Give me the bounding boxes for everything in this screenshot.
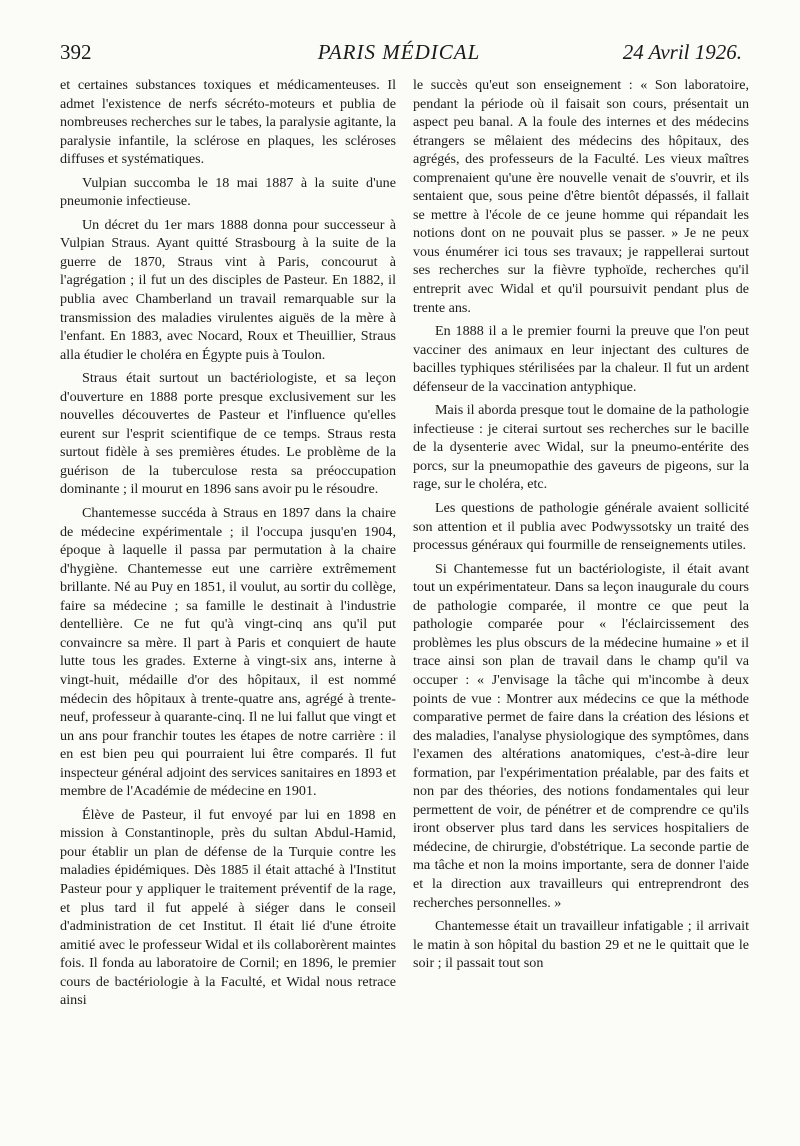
left-column bbox=[60, 76, 396, 1015]
paragraph: En 1888 il a le premier fourni la preuve que l'on peut vacciner des animaux en leur injectant des cultures de bacilles typhiques stérilisées par la chaleur. Il fut un ardent défenseur de la vaccination antyphique. bbox=[413, 323, 749, 395]
paragraph: Si Chantemesse fut un bactériologiste, il était avant tout un expérimentateur. Dans sa leçon inaugurale du cours de pathologie comparée, il montre ce que peut la pathologie comparée pour « l'éclaircissement des problèmes les plus obscurs de la médecine humaine » et il trace ainsi son plan de travail dans le champ qu'il va occuper : « J'envisage la tâche qui m'incombe à deux points de vue : Montrer aux médecins ce que la méthode comparative permet de faire dans la création des lésions et des maladies, l'analyse physiologique des symptômes, dans l'examen des altérations anatomiques, c'est-à-dire leur formation, par l'expérimentation préalable, par des faits et non par des théories, des notions fondamentales qui leur permettent de voir, de pénétrer et de comprendre ce qu'ils iront observer plus tard dans les services hospitaliers de médecine, de chirurgie, d'obstétrique. La seconde partie de ma tâche et non la moins importante, sera de donner l'aide et la direction aux travailleurs qui entreprendront des recherches personnelles. » bbox=[413, 560, 749, 911]
running-header bbox=[56, 40, 742, 70]
right-column bbox=[413, 76, 749, 978]
paragraph: le succès qu'eut son enseignement : « Son laboratoire, pendant la période où il faisait son cours, présentait un aspect peu banal. A la foule des internes et des médecins étrangers se mêlaient des médecins des hôpitaux, des agrégés, des professeurs de la Faculté. Les vieux maîtres comprenaient qu'une ère nouvelle venait de s'ouvrir, et ils sentaient que, sous peine d'être bientôt dépassés, il fallait se mettre à l'école de ce jeune homme qui répandait les notions dont on ne pouvait plus se passer. » Je ne peux vous énumérer ici tous ses travaux; je rappellerai surtout ses recherches sur la fièvre typhoïde, recherches qu'il entreprit avec Widal et qu'il poursuivit pendant plus de trente ans. bbox=[413, 77, 749, 316]
paragraph: Les questions de pathologie générale avaient sollicité son attention et il publia avec Podwyssotsky un traité des processus généraux qui fourmille de renseignements utiles. bbox=[413, 500, 749, 554]
paragraph: Un décret du 1er mars 1888 donna pour successeur à Vulpian Straus. Ayant quitté Strasbourg à la suite de la guerre de 1870, Straus vint à Paris, concourut à l'agrégation ; il fut un des disciples de Pasteur. En 1882, il publia avec Chamberland un travail remarquable sur la transmission des maladies virulentes aiguës de la mère à l'enfant. En 1883, avec Nocard, Roux et Theuillier, Straus alla étudier le choléra en Égypte puis à Toulon. bbox=[60, 216, 396, 363]
journal-title: PARIS MÉDICAL bbox=[317, 40, 481, 64]
paragraph: Chantemesse était un travailleur infatigable ; il arrivait le matin à son hôpital du bastion 29 et ne le quittait que le soir ; il passait tout son bbox=[413, 918, 749, 972]
paragraph: Vulpian succomba le 18 mai 1887 à la suite d'une pneumonie infectieuse. bbox=[60, 174, 396, 210]
paragraph: Straus était surtout un bactériologiste, et sa leçon d'ouverture en 1888 porte presque exclusivement sur les nouvelles découvertes de Pasteur et l'influence qu'elles eurent sur l'esprit scientifique de ce temps. Straus resta surtout fidèle à ses premières études. Le problème de la guérison de la tuberculose resta sa préoccupation dominante ; il mourut en 1896 sans avoir pu le résoudre. bbox=[60, 370, 396, 498]
paragraph: Chantemesse succéda à Straus en 1897 dans la chaire de médecine expérimentale ; il l'occupa jusqu'en 1904, époque à laquelle il passa par permutation à la chaire d'hygiène. Chantemesse eut une carrière extrêmement brillante. Né au Puy en 1851, il voulut, au sortir du collège, faire sa médecine ; sa famille le destinait à l'industrie dentellière. Ce ne fut qu'à vingt-cinq ans qu'il put convaincre sa mère. Il part à Paris et conquiert de haute lutte tous les grades. Externe à vingt-six ans, interne à vingt-huit, médaille d'or des hôpitaux, il est nommé médecin des hôpitaux à trente-quatre ans, agrégé à trente-neuf, professeur à quarante-cinq. Il ne lui fallut que vingt et un ans pour franchir toutes les étapes de notre carrière : il en est bien peu qui pourraient lui être comparés. Il fut inspecteur général adjoint des services sanitaires en 1893 et membre de l'Académie de médecine en 1901. bbox=[60, 505, 396, 800]
page-number: 392 bbox=[60, 40, 92, 64]
paragraph: Mais il aborda presque tout le domaine de la pathologie infectieuse : je citerai surtout ses recherches sur le bacille de la dysenterie avec Widal, sur la pneumo-entérite des porcs, sur la pneumopathie des gaveurs de pigeons, sur la rage, sur le choléra, etc. bbox=[413, 402, 749, 493]
paragraph: Élève de Pasteur, il fut envoyé par lui en 1898 en mission à Constantinople, près du sultan Abdul-Hamid, pour établir un plan de défense de la Turquie contre les maladies épidémiques. Dès 1885 il était attaché à l'Institut Pasteur pour y appliquer le traitement préventif de la rage, et plus tard il fut appelé à siéger dans le conseil d'administration de cet Institut. Il était lié d'une étroite amitié avec le professeur Widal et ils collaborèrent maintes fois. Il fonda au laboratoire de Cornil; en 1896, le premier cours de bactériologie à la Faculté, et Widal nous retrace ainsi bbox=[60, 806, 396, 1009]
paragraph: et certaines substances toxiques et médicamenteuses. Il admet l'existence de nerfs sécréto-moteurs et publia de nombreuses recherches sur le tabes, la paralysie agitante, la paralysie infantile, la sclérose en plaques, les scléroses diffuses et systématiques. bbox=[60, 77, 396, 168]
issue-date: 24 Avril 1926. bbox=[622, 40, 742, 64]
